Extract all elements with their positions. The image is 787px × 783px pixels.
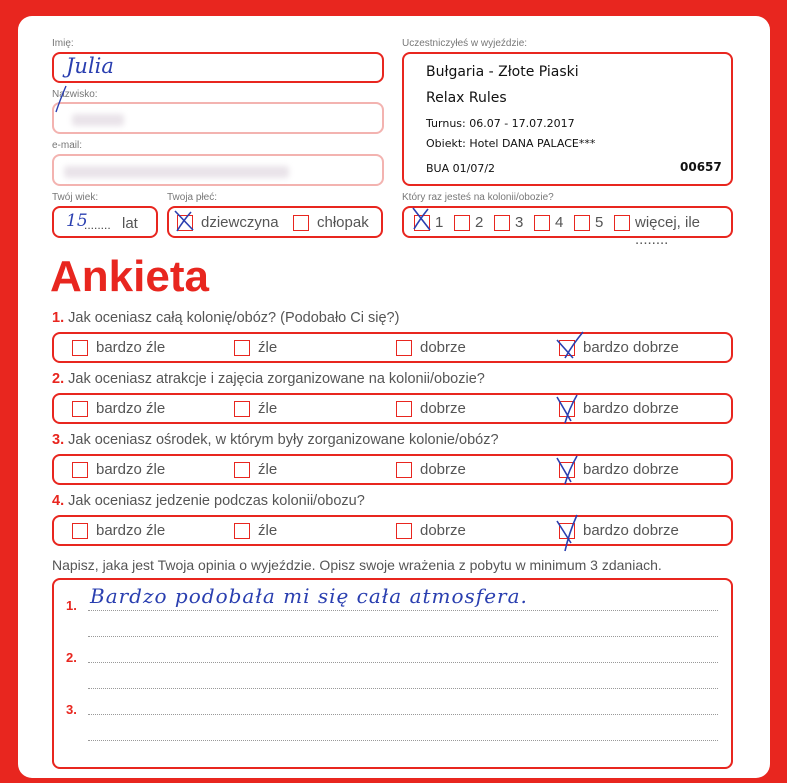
q1-option-1-checkbox[interactable] [72,340,88,356]
times-5-checkbox[interactable] [574,215,590,231]
redacted-email [64,166,289,178]
question-2 [52,371,485,387]
q3-option-2-label: źle [258,461,278,478]
opinion-line-3b [88,740,718,741]
opinion-line-3 [88,714,718,715]
trip-label: Uczestniczyłeś w wyjeździe: [402,38,528,49]
q1-option-1-label: bardzo źle [96,339,166,356]
times-3-label: 3 [515,214,524,231]
q2-option-2-label: źle [258,400,278,417]
times-1-label: 1 [435,214,444,231]
q3-option-1-label: bardzo źle [96,461,166,478]
opinion-line-2-number: 2. [66,650,77,665]
question-4-text: Jak oceniasz jedzenie podczas kolonii/obozu? [68,493,365,509]
q1-option-2-checkbox[interactable] [234,340,250,356]
trip-info-box [402,52,733,186]
question-1 [52,310,399,326]
q4-option-3-label: dobrze [420,522,466,539]
q3-option-2-checkbox[interactable] [234,462,250,478]
times-1-checkmark [410,206,434,232]
question-4-options [52,515,733,546]
q3-checkmark [553,452,583,486]
question-2-options [52,393,733,424]
times-field [402,206,733,248]
opinion-line-1 [88,610,718,611]
sex-label: Twoja płeć: [167,192,218,203]
q4-option-3-checkbox[interactable] [396,523,412,539]
female-label: dziewczyna [201,214,279,231]
times-4-label: 4 [555,214,564,231]
opinion-prompt: Napisz, jaka jest Twoja opinia o wyjeździe. Opisz swoje wrażenia z pobytu w minimum 3 zdaniach. [52,557,662,573]
page-title: Ankieta [50,252,209,301]
q1-option-3-checkbox[interactable] [396,340,412,356]
opinion-line-1b [88,636,718,637]
opinion-answer-1: Bardzo podobała mi się cała atmosfera. [90,584,528,608]
q2-option-1-checkbox[interactable] [72,401,88,417]
times-4-checkbox[interactable] [534,215,550,231]
trip-number: 00657 [680,160,722,174]
opinion-line-2b [88,688,718,689]
opinion-line-2 [88,662,718,663]
q4-option-2-label: źle [258,522,278,539]
q3-option-1-checkbox[interactable] [72,462,88,478]
q4-checkmark [553,513,583,553]
q2-option-2-checkbox[interactable] [234,401,250,417]
question-1-options [52,332,733,363]
email-label: e-mail: [52,140,83,151]
q2-option-3-checkbox[interactable] [396,401,412,417]
q2-option-3-label: dobrze [420,400,466,417]
q3-option-3-label: dobrze [420,461,466,478]
q4-option-4-label: bardzo dobrze [583,522,679,539]
redacted-surname [72,114,124,126]
age-dots: ........ [84,218,111,232]
male-checkbox[interactable] [293,215,309,231]
name-value: Julia [66,54,114,78]
question-4 [52,493,365,509]
q2-option-4-label: bardzo dobrze [583,400,679,417]
times-5-label: 5 [595,214,604,231]
trip-turnus: Turnus: 06.07 - 17.07.2017 [426,117,575,130]
q1-option-3-label: dobrze [420,339,466,356]
q3-option-4-label: bardzo dobrze [583,461,679,478]
sex-field [167,206,383,238]
trip-destination: Bułgaria - Złote Piaski [426,64,579,80]
opinion-line-1-number: 1. [66,598,77,613]
name-label: Imię: [52,38,74,49]
times-2-label: 2 [475,214,484,231]
age-field[interactable] [52,206,158,238]
times-2-checkbox[interactable] [454,215,470,231]
age-label: Twój wiek: [52,192,99,203]
age-unit: lat [122,215,138,232]
opinion-line-3-number: 3. [66,702,77,717]
q2-option-1-label: bardzo źle [96,400,166,417]
question-3-text: Jak oceniasz ośrodek, w którym były zorganizowane kolonie/obóz? [68,432,499,448]
opinion-box[interactable] [52,578,733,769]
question-3 [52,432,499,448]
question-4-number: 4. [52,493,65,509]
trip-code: BUA 01/07/2 [426,162,496,175]
question-2-text: Jak oceniasz atrakcje i zajęcia zorganizowane na kolonii/obozie? [68,371,485,387]
q3-option-3-checkbox[interactable] [396,462,412,478]
surname-field[interactable] [52,102,384,134]
trip-program: Relax Rules [426,90,507,106]
q1-option-2-label: źle [258,339,278,356]
q4-option-1-checkbox[interactable] [72,523,88,539]
times-3-checkbox[interactable] [494,215,510,231]
question-1-number: 1. [52,310,65,326]
q1-checkmark [555,330,585,360]
female-checkmark [173,209,197,233]
male-label: chłopak [317,214,369,231]
question-1-text: Jak oceniasz całą kolonię/obóz? (Podobało Ci się?) [68,310,400,326]
survey-form [18,16,770,778]
q4-option-2-checkbox[interactable] [234,523,250,539]
question-2-number: 2. [52,371,65,387]
q2-checkmark [553,391,583,425]
times-more-checkbox[interactable] [614,215,630,231]
q4-option-1-label: bardzo źle [96,522,166,539]
times-label: Który raz jesteś na kolonii/obozie? [402,192,554,203]
email-field[interactable] [52,154,384,186]
name-field[interactable] [52,52,384,83]
question-3-number: 3. [52,432,65,448]
q1-option-4-label: bardzo dobrze [583,339,679,356]
trip-object: Obiekt: Hotel DANA PALACE*** [426,137,596,150]
question-3-options [52,454,733,485]
pen-stroke [54,86,78,116]
times-more-label: więcej, ile ........ [635,214,701,248]
surname-label: Nazwisko: [52,89,98,100]
age-value: 15 [66,211,88,231]
